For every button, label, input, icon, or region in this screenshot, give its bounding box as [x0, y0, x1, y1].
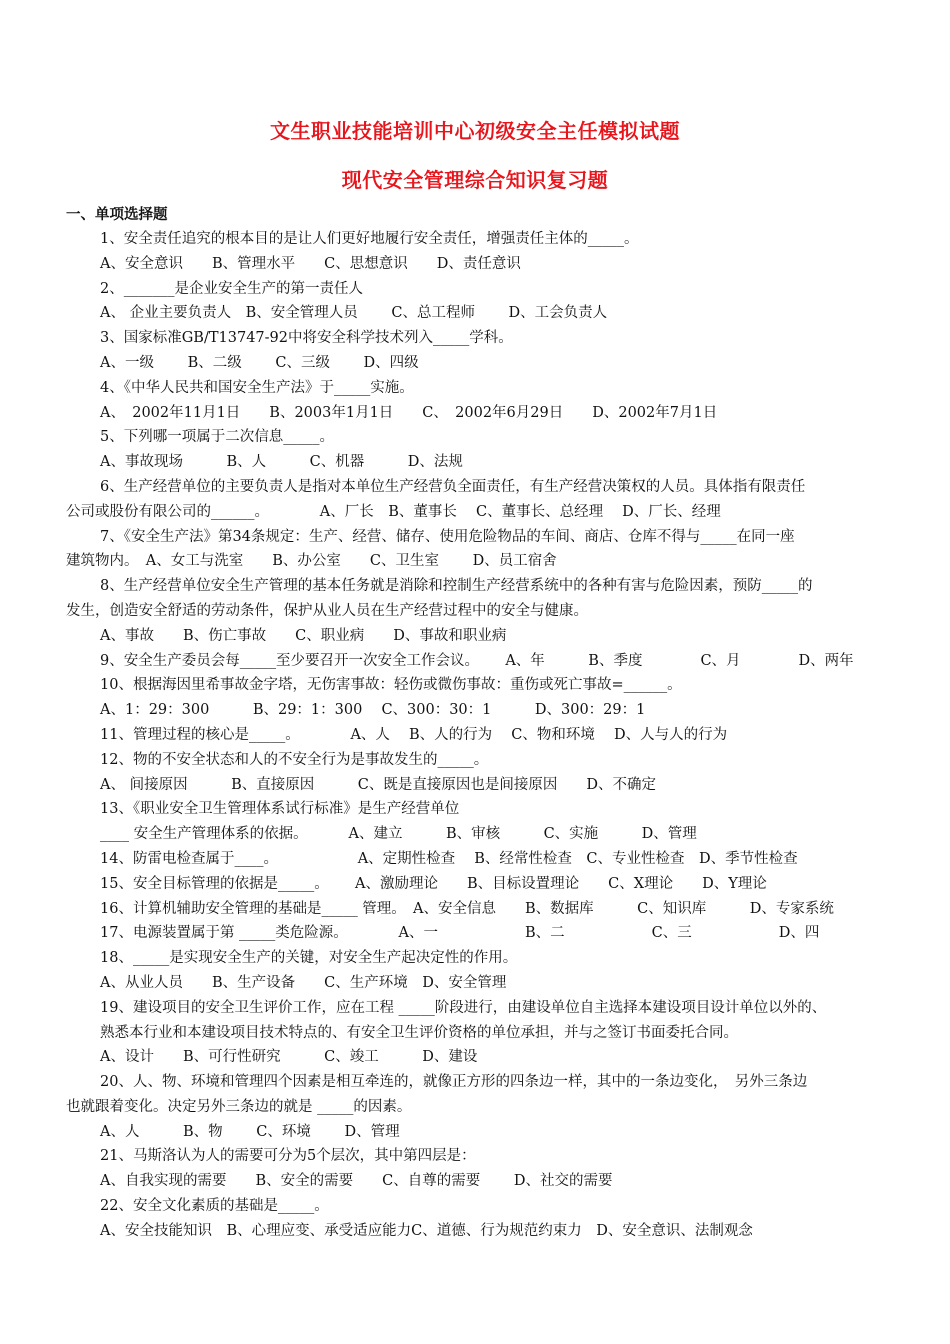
text-line: A、一级 B、二级 C、三级 D、四级: [100, 354, 419, 371]
text-line: A、自我实现的需要 B、安全的需要 C、自尊的需要 D、社交的需要: [100, 1173, 613, 1190]
text-line: 11、管理过程的核心是_____。 A、人 B、人的行为 C、物和环境 D、人与人的行为: [100, 726, 728, 743]
text-line: A、 企业主要负责人 B、安全管理人员 C、总工程师 D、工会负责人: [100, 305, 608, 322]
text-line: 5、下列哪一项属于二次信息_____。: [100, 429, 334, 446]
document-subtitle: 现代安全管理综合知识复习题: [341, 168, 609, 192]
text-line: A、 2002年11月1日 B、2003年1月1日 C、 2002年6月29日 D、2002年7月1日: [100, 404, 718, 421]
text-line: 13、《职业安全卫生管理体系试行标准》是生产经营单位: [100, 801, 460, 818]
text-line: 19、建设项目的安全卫生评价工作，应在工程 _____阶段进行，由建设单位自主选择本建设项目设计单位以外的、: [100, 999, 827, 1016]
text-line: A、安全技能知识 B、心理应变、承受适应能力C、道德、行为规范约束力 D、安全意识、法制观念: [100, 1222, 753, 1239]
text-line: A、安全意识 B、管理水平 C、思想意识 D、责任意识: [100, 255, 521, 272]
document-title: 文生职业技能培训中心初级安全主任模拟试题: [270, 119, 680, 143]
text-line: 18、_____是实现安全生产的关键，对安全生产起决定性的作用。: [100, 950, 518, 967]
text-line: 6、生产经营单位的主要负责人是指对本单位生产经营负全面责任，有生产经营决策权的人员。具体指有限责任: [100, 478, 806, 495]
text-line: 公司或股份有限公司的______。 A、厂长 B、董事长 C、董事长、总经理 D、厂长、经理: [66, 503, 721, 520]
text-line: A、设计 B、可行性研究 C、竣工 D、建设: [100, 1049, 478, 1066]
text-line: 2、_______是企业安全生产的第一责任人: [100, 280, 363, 297]
text-line: 熟悉本行业和本建设项目技术特点的、有安全卫生评价资格的单位承担，并与之签订书面委托合同。: [100, 1024, 738, 1041]
text-line: 也就跟着变化。决定另外三条边的就是 _____的因素。: [66, 1098, 412, 1115]
text-line: 1、安全责任追究的根本目的是让人们更好地履行安全责任，增强责任主体的_____。: [100, 231, 639, 247]
text-line: A、从业人员 B、生产设备 C、生产环境 D、安全管理: [100, 974, 507, 991]
text-line: 17、电源装置属于第 _____类危险源。 A、一 B、二 C、三 D、四: [100, 925, 820, 942]
text-line: ____ 安全生产管理体系的依据。 A、建立 B、审核 C、实施 D、管理: [100, 826, 697, 843]
text-line: A、 间接原因 B、直接原因 C、既是直接原因也是间接原因 D、不确定: [100, 776, 656, 793]
text-line: 16、计算机辅助安全管理的基础是_____ 管理。 A、安全信息 B、数据库 C、知识库 D、专家系统: [100, 900, 834, 917]
text-line: 14、防雷电检查属于____。 A、定期性检查 B、经常性检查 C、专业性检查 D、季节性检查: [100, 850, 798, 867]
text-line: 21、马斯洛认为人的需要可分为5个层次，其中第四层是：: [100, 1148, 476, 1165]
text-line: 15、安全目标管理的依据是_____。 A、激励理论 B、目标设置理论 C、X理论 D、Y理论: [100, 875, 767, 892]
text-line: A、1：29：300 B、29：1：300 C、300：30：1 D、300：29：1: [100, 702, 646, 719]
text-line: 建筑物内。 A、女工与洗室 B、办公室 C、卫生室 D、员工宿舍: [66, 553, 557, 570]
text-line: 10、根据海因里希事故金字塔，无伤害事故：轻伤或微伤事故：重伤或死亡事故=______。: [100, 677, 682, 694]
text-line: 7、《安全生产法》第34条规定：生产、经营、储存、使用危险物品的车间、商店、仓库不得与_____在同一座: [100, 528, 795, 545]
section-heading: 一、单项选择题: [66, 207, 168, 223]
text-line: 发生，创造安全舒适的劳动条件，保护从业人员在生产经营过程中的安全与健康。: [66, 602, 588, 619]
text-line: 3、国家标准GB/T13747-92中将安全科学技术列入_____学科。: [100, 330, 513, 347]
text-line: 8、生产经营单位安全生产管理的基本任务就是消除和控制生产经营系统中的各种有害与危险因素，预防_____的: [100, 578, 813, 595]
text-line: 9、安全生产委员会每_____至少要召开一次安全工作会议。 A、年 B、季度 C、月 D、两年: [100, 652, 854, 669]
text-line: A、事故 B、伤亡事故 C、职业病 D、事故和职业病: [100, 627, 507, 644]
question-list: [66, 227, 890, 1244]
text-line: 22、安全文化素质的基础是_____。: [100, 1198, 329, 1215]
text-line: A、事故现场 B、人 C、机器 D、法规: [100, 454, 463, 471]
text-line: 20、人、物、环境和管理四个因素是相互牵连的，就像正方形的四条边一样，其中的一条边变化， 另外三条边: [100, 1074, 808, 1091]
text-line: A、人 B、物 C、环境 D、管理: [100, 1123, 400, 1140]
text-line: 4、《中华人民共和国安全生产法》于_____实施。: [100, 379, 414, 396]
text-line: 12、物的不安全状态和人的不安全行为是事故发生的_____。: [100, 751, 489, 768]
